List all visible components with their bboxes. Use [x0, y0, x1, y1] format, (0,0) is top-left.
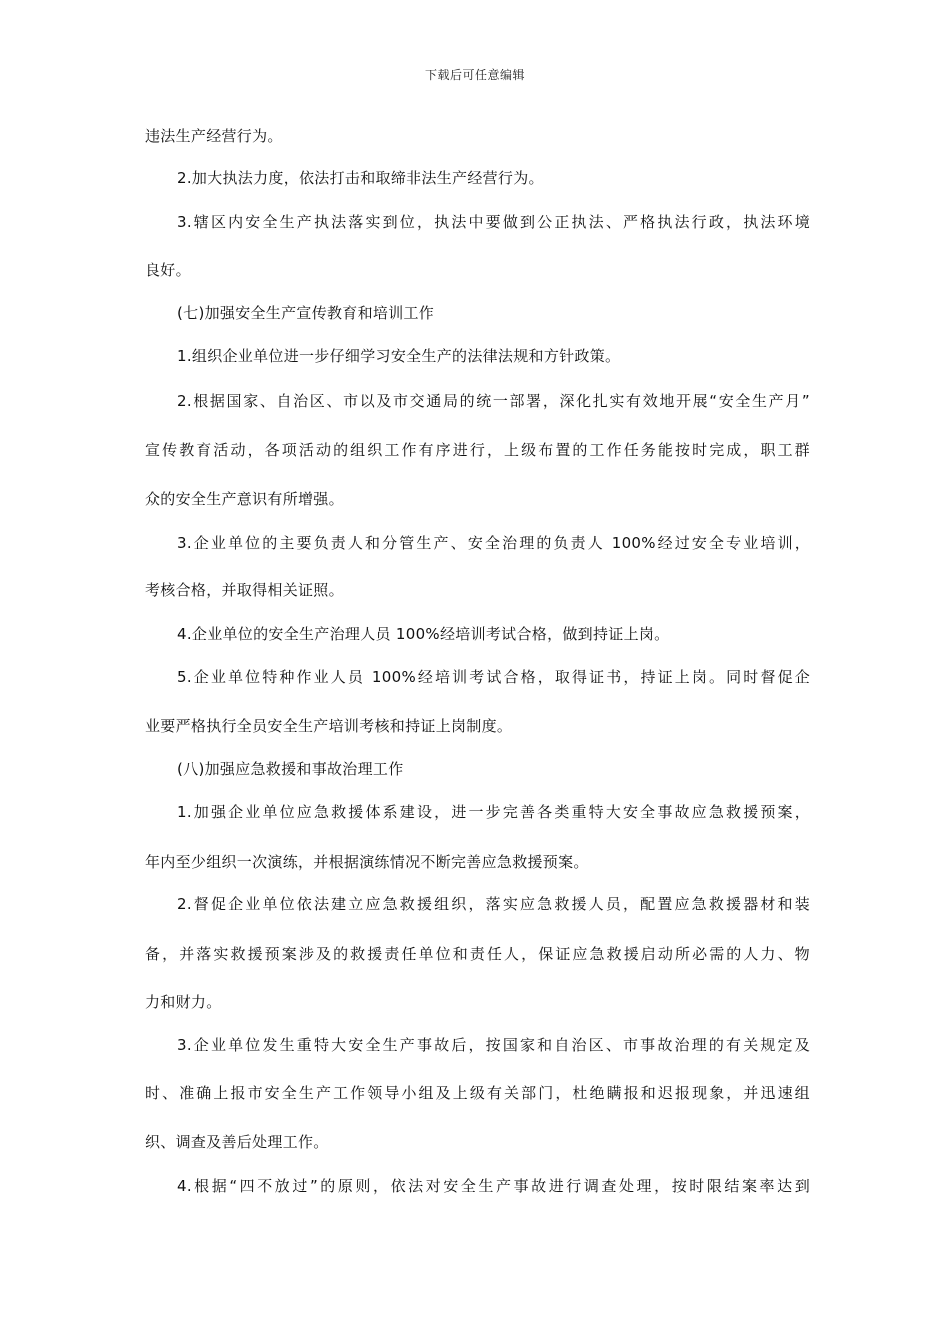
page-header: 下载后可任意编辑 — [424, 68, 525, 82]
paragraph-line: 年内至少组织一次演练，并根据演练情况不断完善应急救援预案。 — [145, 853, 589, 871]
paragraph-line: 时、准确上报市安全生产工作领导小组及上级有关部门，杜绝瞒报和迟报现象，并迅速组 — [145, 1084, 810, 1102]
paragraph-line: 2.督促企业单位依法建立应急救援组织，落实应急救援人员，配置应急救援器材和装 — [177, 895, 810, 913]
paragraph-line: 2.根据国家、自治区、市以及市交通局的统一部署，深化扎实有效地开展“安全生产月” — [177, 392, 810, 410]
paragraph-line: 4.企业单位的安全生产治理人员 100%经培训考试合格，做到持证上岗。 — [177, 625, 670, 643]
paragraph-line: 织、调查及善后处理工作。 — [145, 1133, 329, 1151]
paragraph-line: 1.组织企业单位进一步仔细学习安全生产的法律法规和方针政策。 — [177, 347, 621, 365]
paragraph-line: 考核合格，并取得相关证照。 — [145, 581, 344, 599]
section-heading: (八)加强应急救援和事故治理工作 — [177, 760, 404, 778]
paragraph-line: 2.加大执法力度，依法打击和取缔非法生产经营行为。 — [177, 169, 544, 187]
paragraph-line: 良好。 — [145, 261, 191, 279]
paragraph-line: 3.辖区内安全生产执法落实到位，执法中要做到公正执法、严格执法行政，执法环境 — [177, 213, 810, 231]
paragraph-line: 5.企业单位特种作业人员 100%经培训考试合格，取得证书，持证上岗。同时督促企 — [177, 668, 810, 686]
paragraph-line: 力和财力。 — [145, 993, 222, 1011]
paragraph-line: 4.根据“四不放过”的原则，依法对安全生产事故进行调查处理，按时限结案率达到 — [177, 1177, 810, 1195]
paragraph-line: 3.企业单位发生重特大安全生产事故后，按国家和自治区、市事故治理的有关规定及 — [177, 1036, 810, 1054]
paragraph-line: 违法生产经营行为。 — [145, 127, 283, 145]
paragraph-line: 1.加强企业单位应急救援体系建设，进一步完善各类重特大安全事故应急救援预案， — [177, 803, 810, 821]
paragraph-line: 备，并落实救援预案涉及的救援责任单位和责任人，保证应急救援启动所必需的人力、物 — [145, 945, 810, 963]
paragraph-line: 众的安全生产意识有所增强。 — [145, 490, 344, 508]
paragraph-line: 业要严格执行全员安全生产培训考核和持证上岗制度。 — [145, 717, 513, 735]
section-heading: (七)加强安全生产宣传教育和培训工作 — [177, 304, 435, 322]
paragraph-line: 3.企业单位的主要负责人和分管生产、安全治理的负责人 100%经过安全专业培训， — [177, 534, 810, 552]
paragraph-line: 宣传教育活动，各项活动的组织工作有序进行，上级布置的工作任务能按时完成，职工群 — [145, 441, 810, 459]
